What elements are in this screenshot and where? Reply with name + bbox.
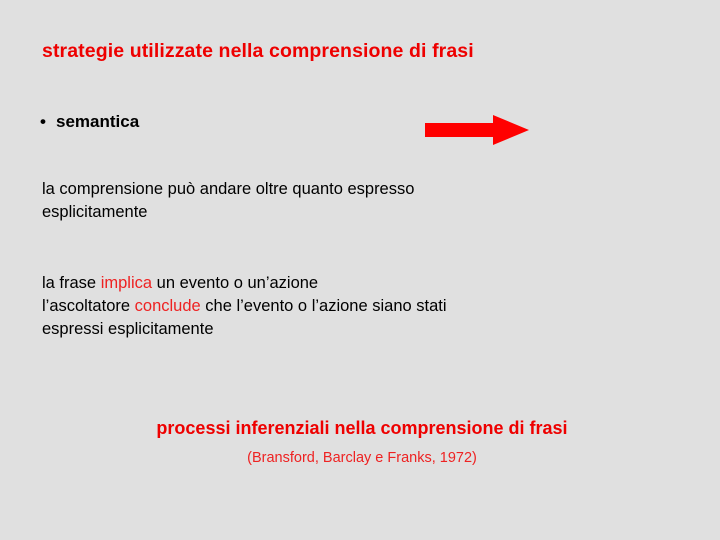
paragraph-inferenza (42, 272, 662, 341)
citation-text: (Bransford, Barclay e Franks, 1972) (247, 450, 477, 466)
p2-l1-highlight: implica (100, 274, 153, 292)
conclusion-text: processi inferenziali nella comprensione di frasi (156, 418, 568, 438)
bullet-marker: • (40, 112, 46, 131)
p2-l1-post: un evento o un’azione (152, 274, 319, 292)
paragraph-1-line-2: esplicitamente (42, 203, 148, 221)
paragraph-2-line-1 (42, 272, 662, 295)
p2-l1-pre: la frase (42, 274, 101, 292)
red-right-arrow-icon (425, 114, 530, 146)
bullet-label: semantica (56, 112, 140, 131)
p2-l2-post: che l’evento o l’azione siano stati (200, 297, 447, 315)
paragraph-2-line-2 (42, 295, 662, 318)
p2-l2-highlight: conclude (134, 297, 201, 315)
paragraph-2-line-3: espressi esplicitamente (42, 320, 214, 338)
bullet-row (40, 112, 680, 146)
slide-title: strategie utilizzate nella comprensione di frasi (42, 40, 474, 62)
paragraph-1-line-1: la comprensione può andare oltre quanto espresso (42, 180, 415, 198)
p2-l2-pre: l’ascoltatore (42, 297, 135, 315)
paragraph-comprensione (42, 178, 642, 224)
bullet-item-semantica (40, 112, 139, 132)
